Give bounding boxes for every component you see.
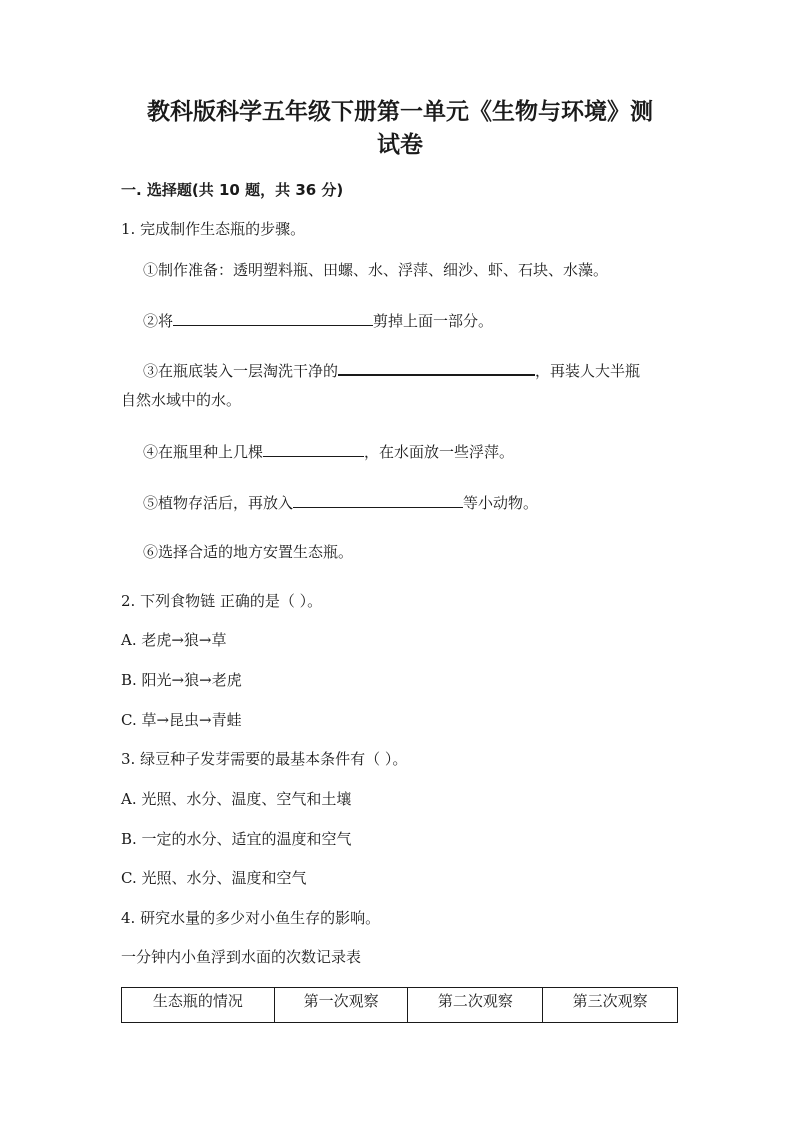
q1-step5-prefix: ⑤植物存活后，再放入 xyxy=(143,494,294,512)
q1-step3 xyxy=(143,358,640,382)
q1-step5-suffix: 等小动物。 xyxy=(463,494,539,512)
q2-option-b[interactable]: B. 阳光→狼→老虎 xyxy=(121,671,242,689)
q1-step2-blank[interactable] xyxy=(173,309,373,326)
q4-table-caption: 一分钟内小鱼浮到水面的次数记录表 xyxy=(121,948,362,966)
q1-step3-blank[interactable] xyxy=(338,358,535,376)
q1-step5 xyxy=(143,491,538,514)
q3-option-a[interactable]: A. 光照、水分、温度、空气和土壤 xyxy=(121,790,352,808)
q3-option-b[interactable]: B. 一定的水分、适宜的温度和空气 xyxy=(121,830,352,848)
q1-step4 xyxy=(143,440,514,463)
table-header-cell: 生态瓶的情况 xyxy=(122,988,275,1023)
q1-step4-blank[interactable] xyxy=(263,440,364,457)
table-header-cell: 第三次观察 xyxy=(543,988,678,1023)
section-heading: 一. 选择题(共 10 题，共 36 分) xyxy=(121,181,344,199)
q1-stem: 1. 完成制作生态瓶的步骤。 xyxy=(121,220,306,238)
exam-title-line2: 试卷 xyxy=(377,132,423,158)
q4-stem: 4. 研究水量的多少对小鱼生存的影响。 xyxy=(121,909,381,927)
q1-step2-suffix: 剪掉上面一部分。 xyxy=(373,312,494,330)
q1-step3-prefix: ③在瓶底装入一层淘洗干净的 xyxy=(143,362,339,380)
q2-option-c[interactable]: C. 草→昆虫→青蛙 xyxy=(121,711,242,729)
table-header-cell: 第二次观察 xyxy=(408,988,543,1023)
q1-step2-prefix: ②将 xyxy=(143,312,174,330)
q1-step4-prefix: ④在瓶里种上几棵 xyxy=(143,443,264,461)
q3-option-c[interactable]: C. 光照、水分、温度和空气 xyxy=(121,869,307,887)
q1-step1: ①制作准备：透明塑料瓶、田螺、水、浮萍、细沙、虾、石块、水藻。 xyxy=(143,261,609,279)
q2-stem: 2. 下列食物链 正确的是（ ）。 xyxy=(121,592,323,610)
table-header-cell: 第一次观察 xyxy=(274,988,408,1023)
q2-option-a[interactable]: A. 老虎→狼→草 xyxy=(121,631,227,649)
q1-step4-suffix: ，在水面放一些浮萍。 xyxy=(364,443,515,461)
q1-step2 xyxy=(143,309,493,332)
q1-step3-suffix: ，再装人大半瓶 xyxy=(535,362,641,380)
exam-title-line1: 教科版科学五年级下册第一单元《生物与环境》测 xyxy=(147,99,653,125)
q1-step3-continued: 自然水域中的水。 xyxy=(121,391,242,409)
q1-step6: ⑥选择合适的地方安置生态瓶。 xyxy=(143,543,354,561)
q1-step5-blank[interactable] xyxy=(293,491,463,508)
q3-stem: 3. 绿豆种子发芽需要的最基本条件有（ ）。 xyxy=(121,750,408,768)
record-table xyxy=(121,987,678,1023)
record-table-header-row xyxy=(122,988,678,1023)
